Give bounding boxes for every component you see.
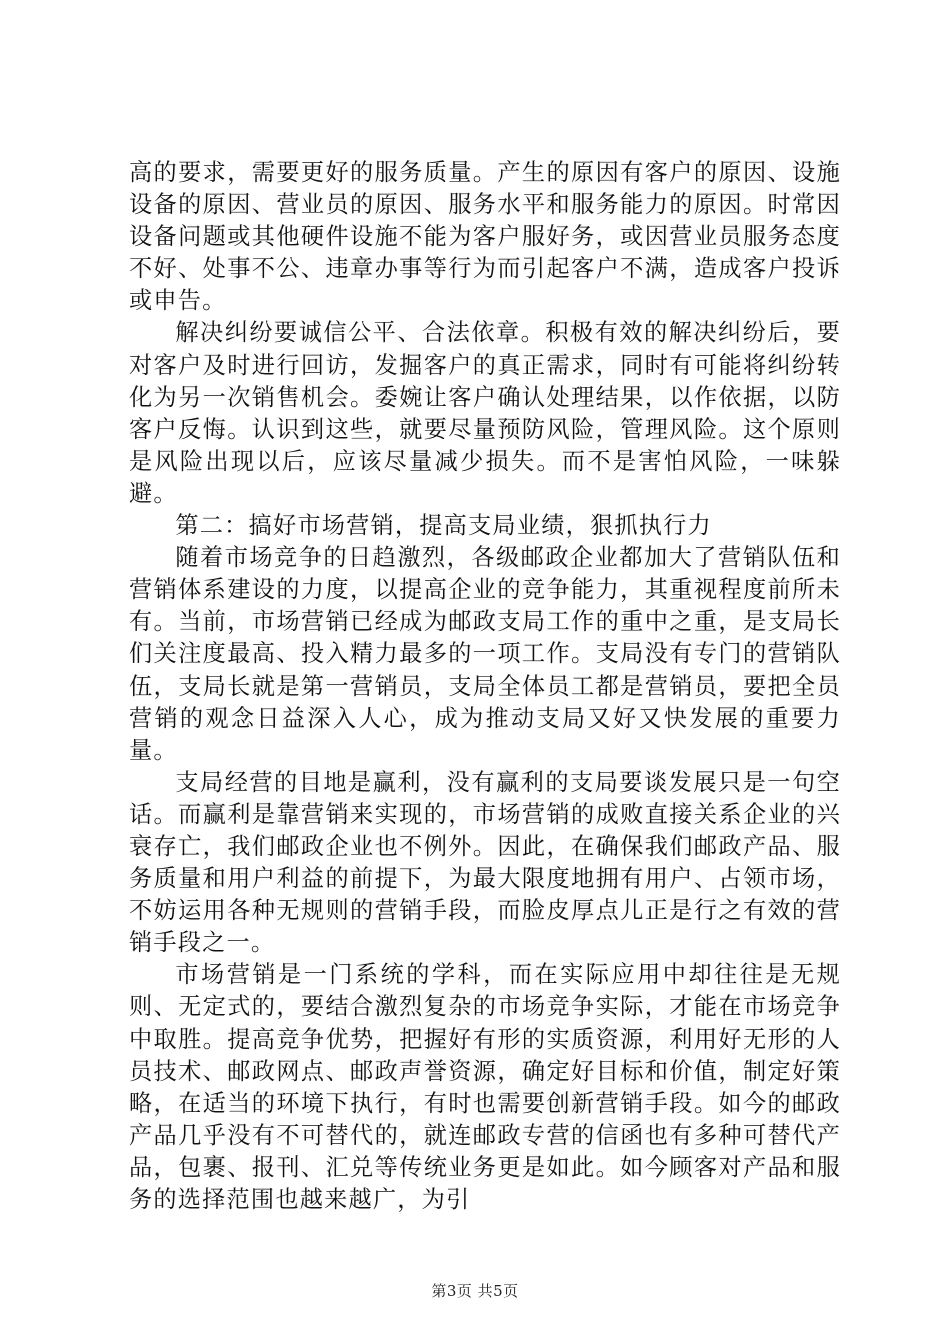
paragraph-2: 解决纠纷要诚信公平、合法依章。积极有效的解决纠纷后，要对客户及时进行回访，发掘客户的真正需求，同时有可能将纠纷转化为另一次销售机会。委婉让客户确认处理结果，以作依据，以防客户反悔。认识到这些，就要尽量预防风险，管理风险。这个原则是风险出现以后，应该尽量减少损失。而不是害怕风险，一味躲避。 (129, 319, 841, 507)
paragraph-3: 随着市场竞争的日趋激烈，各级邮政企业都加大了营销队伍和营销体系建设的力度，以提高企业的竞争能力，其重视程度前所未有。当前，市场营销已经成为邮政支局工作的重中之重，是支局长们关注度最高、投入精力最多的一项工作。支局没有专门的营销队伍，支局长就是第一营销员，支局全体员工都是营销员，要把全员营销的观念日益深入人心，成为推动支局又好又快发展的重要力量。 (129, 544, 841, 764)
paragraph-1: 高的要求，需要更好的服务质量。产生的原因有客户的原因、设施设备的原因、营业员的原因、服务水平和服务能力的原因。时常因设备问题或其他硬件设施不能为客户服好务，或因营业员服务态度不好、处事不公、违章办事等行为而引起客户不满，造成客户投诉或申告。 (129, 159, 841, 315)
paragraph-4: 支局经营的目地是赢利，没有赢利的支局要谈发展只是一句空话。而赢利是靠营销来实现的，市场营销的成败直接关系企业的兴衰存亡，我们邮政企业也不例外。因此，在确保我们邮政产品、服务质量和用户利益的前提下，为最大限度地拥有用户、占领市场，不妨运用各种无规则的营销手段，而脸皮厚点儿正是行之有效的营销手段之一。 (129, 768, 841, 957)
page-footer: 第3页 共5页 (431, 1282, 519, 1300)
section-heading: 第二：搞好市场营销，提高支局业绩，狠抓执行力 (175, 512, 712, 540)
document-body (129, 157, 841, 1216)
paragraph-5: 市场营销是一门系统的学科，而在实际应用中却往往是无规则、无定式的，要结合激烈复杂的市场竞争实际，才能在市场竞争中取胜。提高竞争优势，把握好有形的实质资源，利用好无形的人员技术、邮政网点、邮政声誉资源，确定好目标和价值，制定好策略，在适当的环境下执行，有时也需要创新营销手段。如今的邮政产品几乎没有不可替代的，就连邮政专营的信函也有多种可替代产品，包裹、报刊、汇兑等传统业务更是如此。如今顾客对产品和服务的选择范围也越来越广，为引 (129, 961, 841, 1213)
